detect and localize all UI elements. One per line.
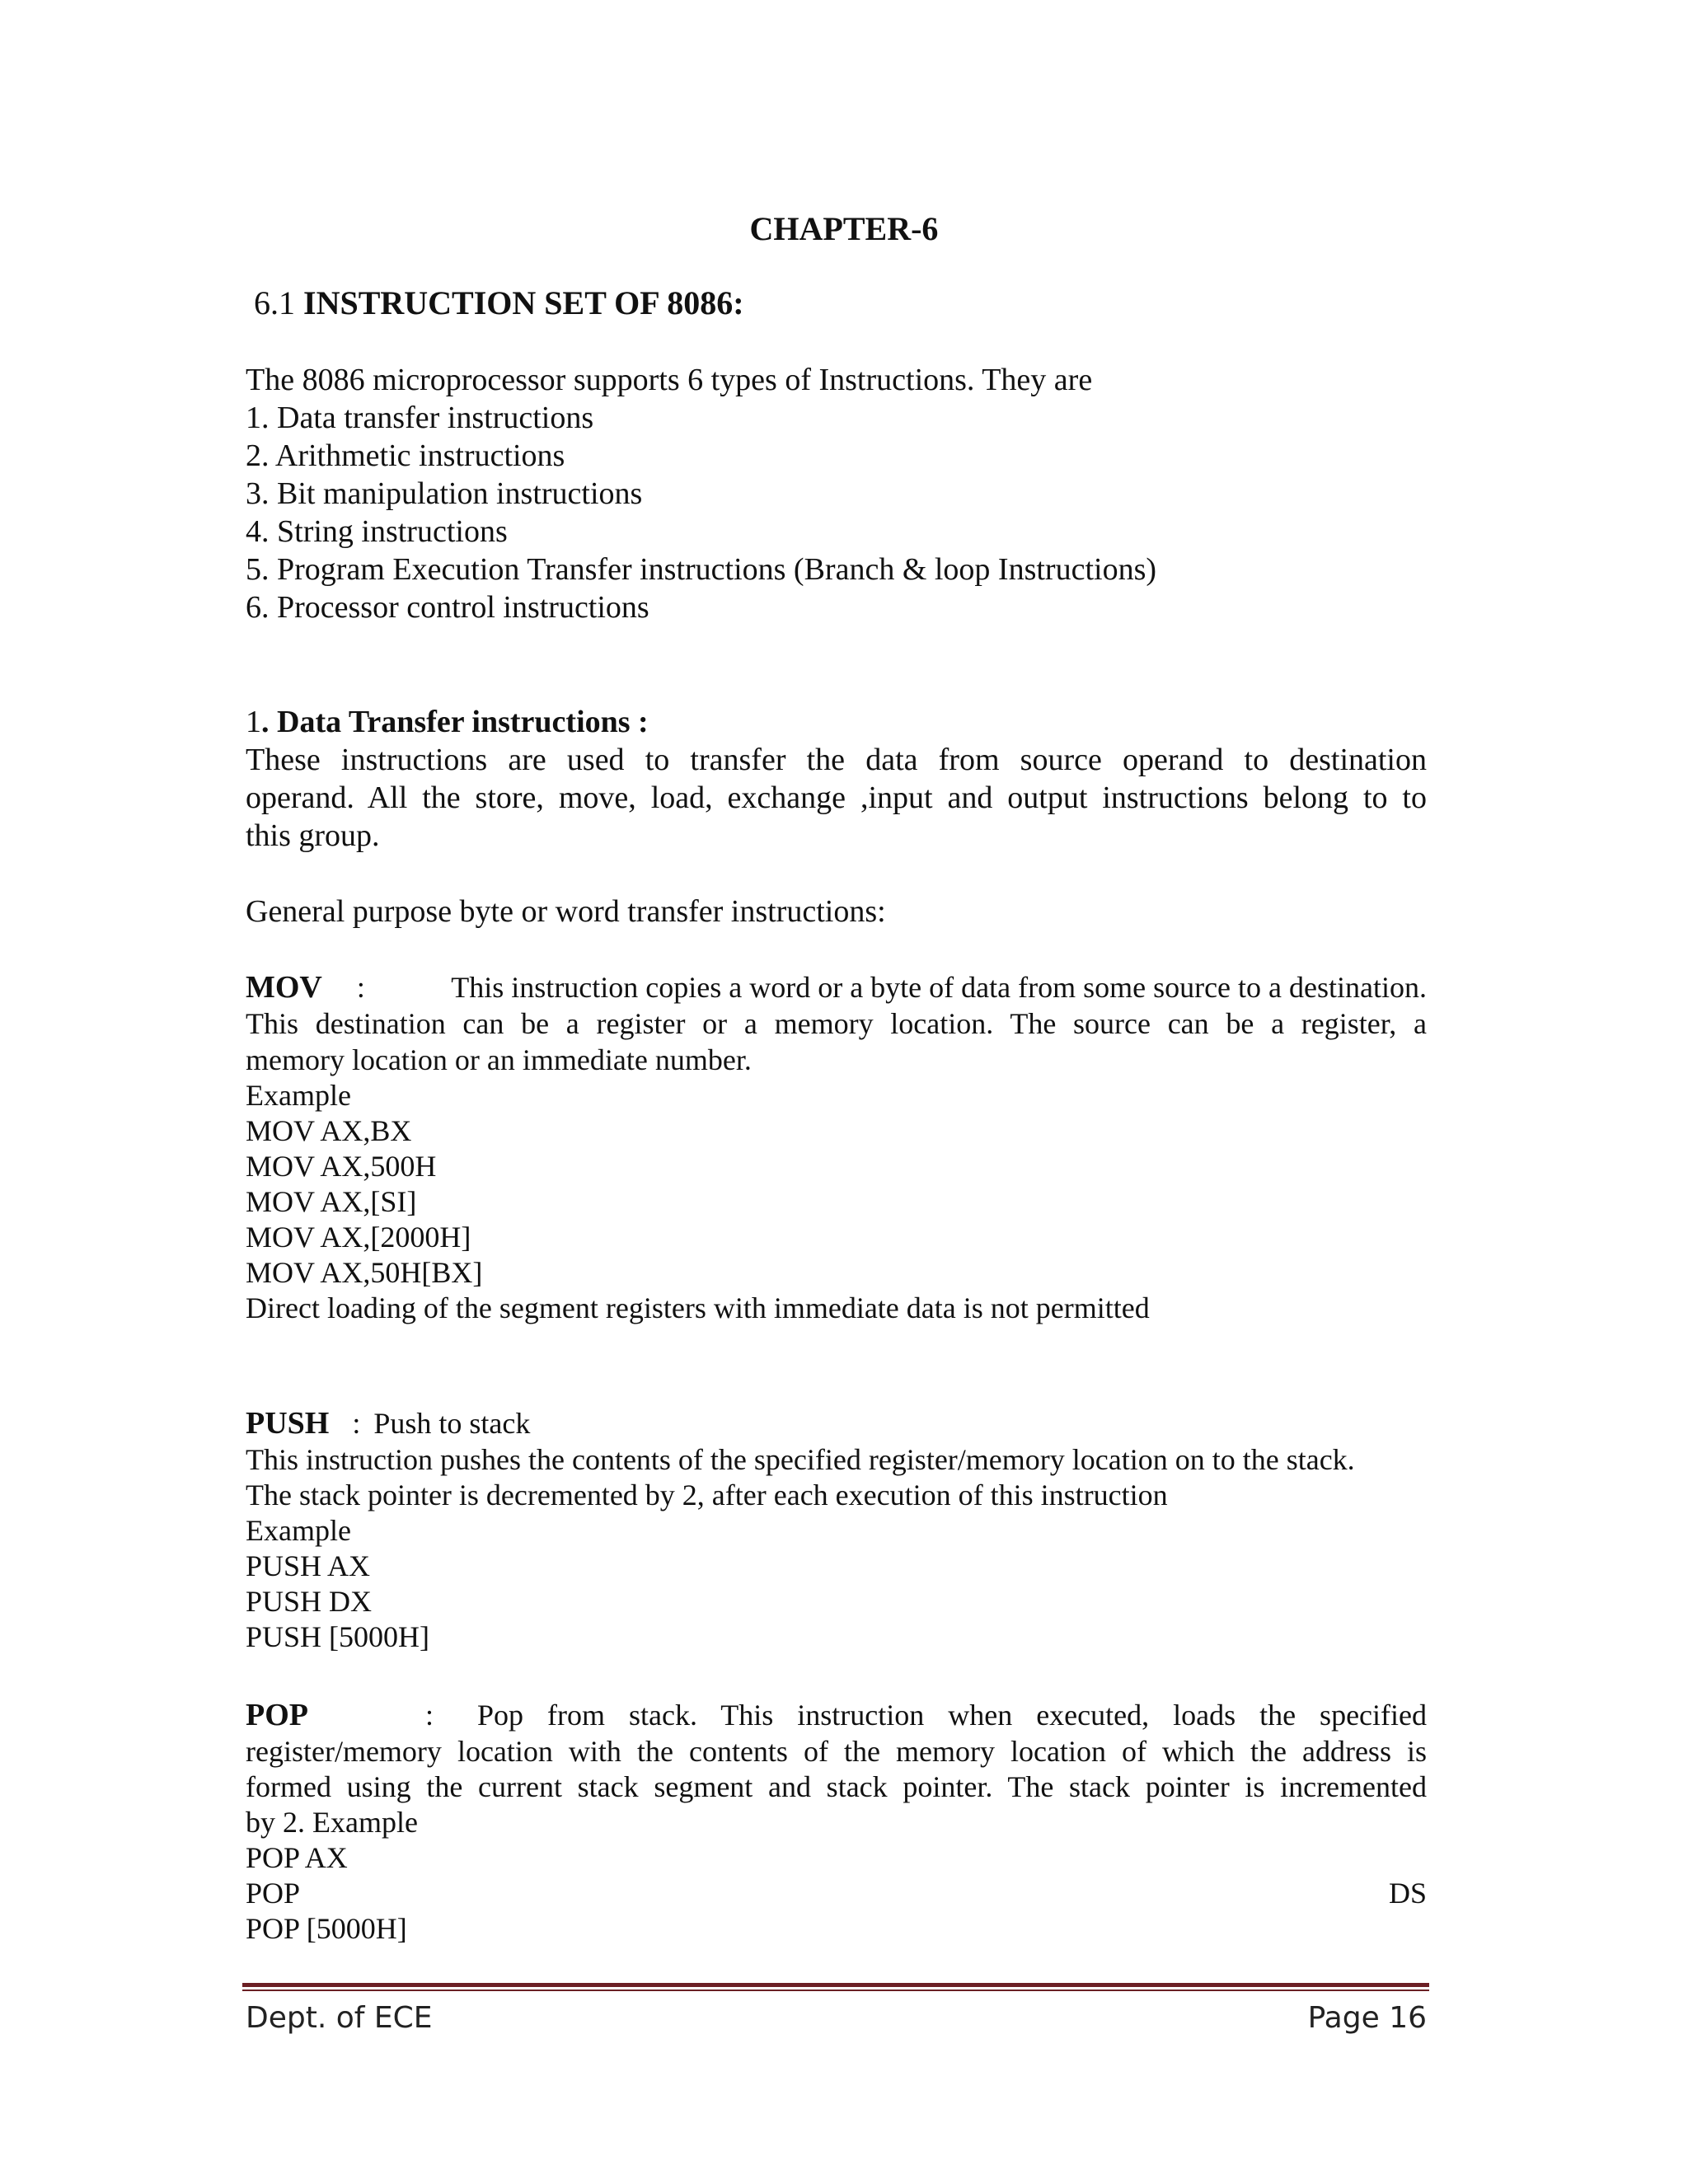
pop-example-ds: POP DS: [246, 1877, 1427, 1910]
data-transfer-desc-line: These instructions are used to transfer the data from source operand to destination: [246, 743, 1427, 777]
push-definition-line: The stack pointer is decremented by 2, after each execution of this instruction: [246, 1479, 1168, 1511]
mov-example: MOV AX,50H[BX]: [246, 1256, 483, 1289]
push-example: PUSH [5000H]: [246, 1620, 430, 1653]
type-item: 2. Arithmetic instructions: [246, 438, 565, 473]
data-transfer-desc-line: this group.: [246, 818, 380, 853]
chapter-title: CHAPTER-6: [749, 210, 939, 247]
mov-definition-line: This destination can be a register or a memory location. The source can be a register, a: [246, 1007, 1427, 1040]
mov-note: Direct loading of the segment registers with immediate data is not permitted: [246, 1291, 1150, 1324]
type-item: 4. String instructions: [246, 514, 508, 549]
section-heading: [254, 284, 744, 323]
push-keyword: PUSH: [246, 1406, 330, 1441]
mov-example: MOV AX,BX: [246, 1114, 412, 1147]
footer-page-number: Page 16: [1307, 2001, 1427, 2035]
data-transfer-heading: 1. Data Transfer instructions :: [246, 705, 649, 739]
mov-example: MOV AX,[2000H]: [246, 1221, 471, 1254]
pop-definition-line: register/memory location with the contents of the memory location of which the address is: [246, 1735, 1427, 1768]
section-title: INSTRUCTION SET OF 8086:: [303, 284, 744, 321]
pop-definition-line1: POP : Pop from stack. This instruction when executed, loads the specified: [246, 1698, 1427, 1732]
pop-definition-line: formed using the current stack segment and stack pointer. The stack pointer is incremented: [246, 1770, 1427, 1803]
push-definition-line1: PUSH : Push to stack: [246, 1406, 531, 1441]
type-item: 5. Program Execution Transfer instructions (Branch & loop Instructions): [246, 552, 1157, 587]
data-transfer-desc-line: operand. All the store, move, load, exchange ,input and output instructions belong to to: [246, 780, 1427, 815]
footer-rule: [242, 1983, 1429, 1987]
mov-example-label: Example: [246, 1079, 351, 1112]
footer-department: Dept. of ECE: [246, 2001, 433, 2035]
pop-keyword: POP: [246, 1698, 308, 1732]
footer-rule-thin: [242, 1990, 1429, 1991]
pop-example: POP [5000H]: [246, 1912, 407, 1945]
mov-keyword: MOV: [246, 970, 322, 1005]
mov-example: MOV AX,[SI]: [246, 1185, 417, 1218]
mov-definition-line: memory location or an immediate number.: [246, 1043, 752, 1076]
mov-example: MOV AX,500H: [246, 1150, 437, 1183]
push-example: PUSH DX: [246, 1585, 373, 1618]
section-number: 6.1: [254, 284, 295, 321]
general-purpose-label: General purpose byte or word transfer instructions:: [246, 894, 886, 929]
pop-definition-line: by 2. Example: [246, 1806, 418, 1839]
intro-lead: The 8086 microprocessor supports 6 types of Instructions. They are: [246, 363, 1093, 397]
pop-example: POP AX: [246, 1841, 348, 1874]
push-definition-line: This instruction pushes the contents of the specified register/memory location on to the stack.: [246, 1443, 1355, 1476]
mov-definition-line1: MOV : This instruction copies a word or a byte of data from some source to a destination.: [246, 970, 1427, 1005]
push-example-label: Example: [246, 1514, 351, 1547]
type-item: 3. Bit manipulation instructions: [246, 476, 643, 511]
type-item: 6. Processor control instructions: [246, 590, 649, 625]
page-footer: [246, 1998, 1427, 2039]
push-example: PUSH AX: [246, 1549, 371, 1582]
type-item: 1. Data transfer instructions: [246, 401, 594, 435]
